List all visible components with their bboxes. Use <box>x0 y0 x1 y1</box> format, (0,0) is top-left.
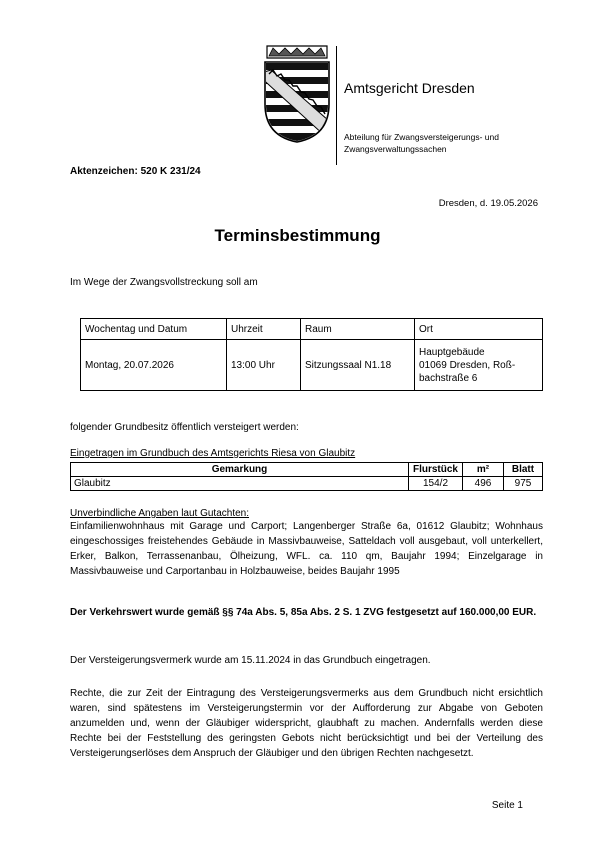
termin-place-line1: Hauptgebäude <box>419 346 485 358</box>
grundbuch-blatt: 975 <box>504 477 543 491</box>
header-divider <box>336 46 337 165</box>
grundbuch-gemarkung: Glaubitz <box>71 477 409 491</box>
termin-header-date: Wochentag und Datum <box>81 319 227 340</box>
grundbuch-header-blatt: Blatt <box>504 463 543 477</box>
termin-table <box>80 318 543 391</box>
termin-header-row <box>81 319 543 340</box>
gutachten-title: Unverbindliche Angaben laut Gutachten: <box>70 508 250 519</box>
grundbuch-table <box>70 462 543 491</box>
termin-room: Sitzungssaal N1.18 <box>301 340 415 391</box>
verkehrswert-text: Der Verkehrswert wurde gemäß §§ 74a Abs. 5, 85a Abs. 2 S. 1 ZVG festgesetzt auf 160.000,00 EUR. <box>70 607 537 618</box>
termin-header-time: Uhrzeit <box>227 319 301 340</box>
termin-place <box>415 340 543 391</box>
termin-date: Montag, 20.07.2026 <box>81 340 227 391</box>
department-name: Abteilung für Zwangsversteigerungs- und Zwangsverwaltungssachen <box>344 132 499 154</box>
termin-header-room: Raum <box>301 319 415 340</box>
termin-place-line3: bachstraße 6 <box>419 372 478 384</box>
court-name: Amtsgericht Dresden <box>344 80 475 96</box>
document-title: Terminsbestimmung <box>214 226 381 245</box>
termin-time: 13:00 Uhr <box>227 340 301 391</box>
place-date: Dresden, d. 19.05.2026 <box>438 198 538 209</box>
aktenzeichen: Aktenzeichen: 520 K 231/24 <box>70 166 201 177</box>
grundbuch-header-row <box>71 463 543 477</box>
vermerk-text: Der Versteigerungsvermerk wurde am 15.11.2024 in das Grundbuch eingetragen. <box>70 655 431 666</box>
intro-text: Im Wege der Zwangsvollstreckung soll am <box>70 277 258 288</box>
grundbuch-header-gemarkung: Gemarkung <box>71 463 409 477</box>
termin-row <box>81 340 543 391</box>
following-text: folgender Grundbesitz öffentlich versteigert werden: <box>70 422 299 433</box>
termin-place-line2: 01069 Dresden, Roß- <box>419 359 516 371</box>
page-number: Seite 1 <box>491 800 523 811</box>
gutachten-text: Einfamilienwohnhaus mit Garage und Carport; Langenberger Straße 6a, 01612 Glaubitz; Wohnhaus eingeschossiges freistehendes Gebäude in Massivbauweise, Satteldach voll ausgebaut, voll unterkellert, Erker, Balkon, Terrassenanbau, Ölheizung, WFL. ca. 110 qm, Baujahr 1994; Einzelgarage in Massivbauweise und Carportanbau in Holzbauweise, beides Baujahr 1995 <box>70 521 543 577</box>
grundbuch-qm: 496 <box>463 477 504 491</box>
grundbuch-header-flurstueck: Flurstück <box>409 463 463 477</box>
termin-header-place: Ort <box>415 319 543 340</box>
grundbuch-header-qm: m² <box>463 463 504 477</box>
table-row <box>71 477 543 491</box>
saxony-coat-of-arms-icon <box>261 44 333 144</box>
grundbuch-title: Eingetragen im Grundbuch des Amtsgerichts Riesa von Glaubitz <box>70 448 356 459</box>
rechte-text: Rechte, die zur Zeit der Eintragung des Versteigerungsvermerks aus dem Grundbuch nicht ersichtlich waren, sind spätestens im Versteigerungstermin vor der Aufforderung zur Abgabe von Geboten anzumelden und, wenn der Gläubiger widerspricht, glaubhaft zu machen. Andernfalls werden diese Rechte bei der Feststellung des geringsten Gebots nicht berücksichtigt und bei der Verteilung des Versteigerungserlöses dem Anspruch der Gläubiger und den übrigen Rechten nachgesetzt. <box>70 688 543 759</box>
grundbuch-flurstueck: 154/2 <box>409 477 463 491</box>
